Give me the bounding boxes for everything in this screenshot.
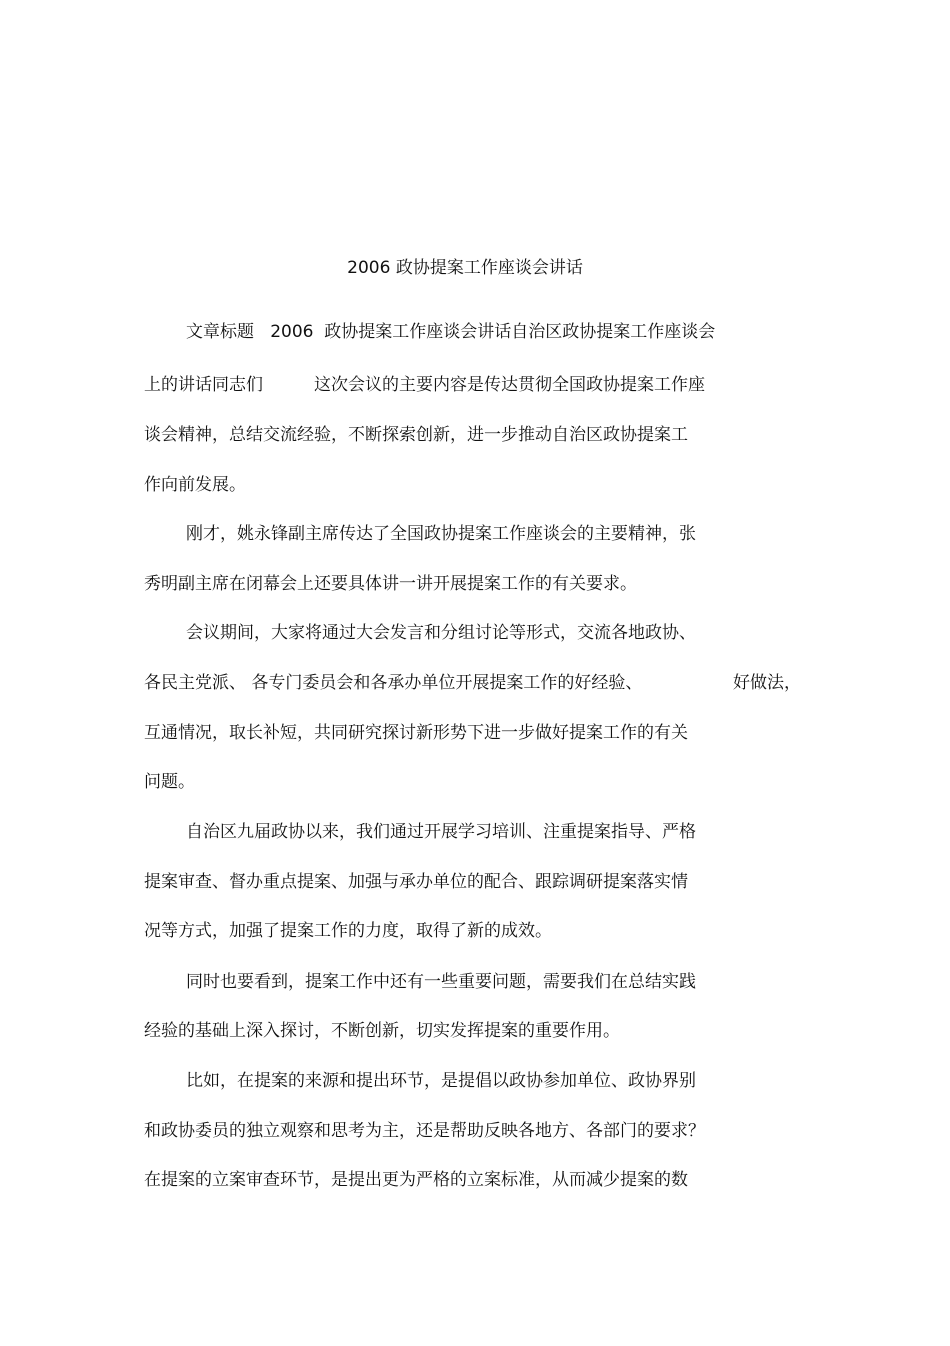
paragraph-3-line-2b: 好做法， bbox=[733, 673, 801, 693]
paragraph-6-line-2: 和政协委员的独立观察和思考为主，还是帮助反映各地方、各部门的要求？ bbox=[144, 1121, 705, 1141]
paragraph-1-line-3: 谈会精神，总结交流经验，不断探索创新，进一步推动自治区政协提案工 bbox=[144, 425, 688, 445]
paragraph-1-line-4: 作向前发展。 bbox=[144, 475, 246, 495]
paragraph-5-line-2: 经验的基础上深入探讨，不断创新，切实发挥提案的重要作用。 bbox=[144, 1021, 620, 1041]
paragraph-3-line-1: 会议期间，大家将通过大会发言和分组讨论等形式，交流各地政协、 bbox=[186, 623, 696, 643]
paragraph-1-line-1: 文章标题 2006 政协提案工作座谈会讲话自治区政协提案工作座谈会 bbox=[186, 322, 716, 342]
paragraph-1-line-2a: 上的讲话同志们 bbox=[144, 375, 263, 395]
paragraph-6-line-1: 比如，在提案的来源和提出环节，是提倡以政协参加单位、政协界别 bbox=[186, 1071, 696, 1091]
paragraph-2-line-1: 刚才，姚永锋副主席传达了全国政协提案工作座谈会的主要精神，张 bbox=[186, 524, 696, 544]
paragraph-3-line-2a: 各民主党派、 各专门委员会和各承办单位开展提案工作的好经验、 bbox=[144, 673, 643, 693]
paragraph-3-line-3: 互通情况，取长补短，共同研究探讨新形势下进一步做好提案工作的有关 bbox=[144, 723, 688, 743]
paragraph-5-line-1: 同时也要看到，提案工作中还有一些重要问题，需要我们在总结实践 bbox=[186, 972, 696, 992]
document-title: 2006 政协提案工作座谈会讲话 bbox=[347, 258, 583, 278]
paragraph-2-line-2: 秀明副主席在闭幕会上还要具体讲一讲开展提案工作的有关要求。 bbox=[144, 574, 637, 594]
paragraph-4-line-3: 况等方式，加强了提案工作的力度，取得了新的成效。 bbox=[144, 921, 552, 941]
paragraph-3-line-4: 问题。 bbox=[144, 772, 195, 792]
paragraph-4-line-1: 自治区九届政协以来，我们通过开展学习培训、注重提案指导、严格 bbox=[186, 822, 696, 842]
paragraph-4-line-2: 提案审查、督办重点提案、加强与承办单位的配合、跟踪调研提案落实情 bbox=[144, 872, 688, 892]
paragraph-1-line-2b: 这次会议的主要内容是传达贯彻全国政协提案工作座 bbox=[314, 375, 705, 395]
paragraph-6-line-3: 在提案的立案审查环节，是提出更为严格的立案标准，从而减少提案的数 bbox=[144, 1170, 688, 1190]
